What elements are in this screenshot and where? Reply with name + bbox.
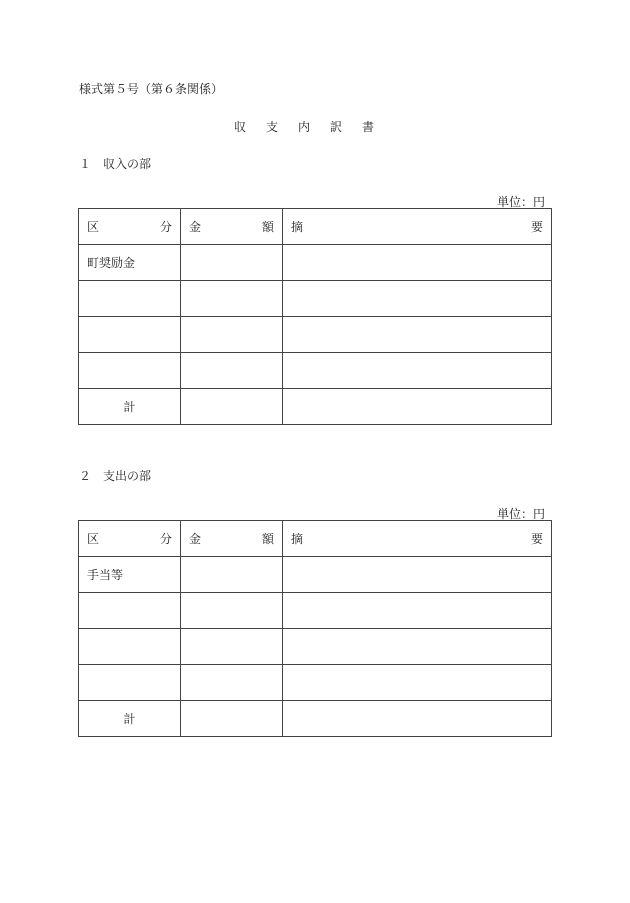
header-amount: 金 額 <box>181 209 283 245</box>
expense-total-remarks-cell[interactable] <box>283 701 552 737</box>
income-header-row <box>79 209 552 245</box>
income-total-amount-cell[interactable] <box>181 389 283 425</box>
table-row <box>79 629 552 665</box>
income-total-label: 計 <box>79 389 181 425</box>
expense-category-cell[interactable] <box>79 665 181 701</box>
expense-total-row <box>79 701 552 737</box>
income-remarks-cell[interactable] <box>283 245 552 281</box>
header-category: 区 分 <box>79 209 181 245</box>
expense-remarks-cell[interactable] <box>283 557 552 593</box>
income-remarks-cell[interactable] <box>283 317 552 353</box>
expense-heading: ２ 支出の部 <box>79 469 152 483</box>
income-remarks-cell[interactable] <box>283 281 552 317</box>
expense-category-cell[interactable] <box>79 629 181 665</box>
form-number: 様式第５号（第６条関係） <box>79 82 224 96</box>
income-category-cell[interactable] <box>79 317 181 353</box>
expense-remarks-cell[interactable] <box>283 629 552 665</box>
income-unit-label: 単位：円 <box>496 195 545 209</box>
income-amount-cell[interactable] <box>181 281 283 317</box>
expense-total-label: 計 <box>79 701 181 737</box>
expense-remarks-cell[interactable] <box>283 593 552 629</box>
header-remarks: 摘 要 <box>283 521 552 557</box>
expense-table <box>78 520 552 737</box>
header-remarks: 摘 要 <box>283 209 552 245</box>
document-title: 収支内訳書 <box>234 120 395 134</box>
expense-amount-cell[interactable] <box>181 557 283 593</box>
table-row <box>79 281 552 317</box>
expense-header-row <box>79 521 552 557</box>
table-row <box>79 557 552 593</box>
table-row <box>79 317 552 353</box>
expense-amount-cell[interactable] <box>181 665 283 701</box>
expense-category-cell[interactable]: 手当等 <box>79 557 181 593</box>
income-table <box>78 208 552 425</box>
expense-remarks-cell[interactable] <box>283 665 552 701</box>
expense-amount-cell[interactable] <box>181 629 283 665</box>
income-amount-cell[interactable] <box>181 245 283 281</box>
table-row <box>79 665 552 701</box>
expense-amount-cell[interactable] <box>181 593 283 629</box>
income-category-cell[interactable]: 町奨励金 <box>79 245 181 281</box>
income-heading: １ 収入の部 <box>79 157 152 171</box>
income-category-cell[interactable] <box>79 281 181 317</box>
income-amount-cell[interactable] <box>181 317 283 353</box>
income-category-cell[interactable] <box>79 353 181 389</box>
income-total-row <box>79 389 552 425</box>
table-row <box>79 353 552 389</box>
header-category: 区 分 <box>79 521 181 557</box>
expense-unit-label: 単位：円 <box>496 507 545 521</box>
header-amount: 金 額 <box>181 521 283 557</box>
table-row <box>79 245 552 281</box>
income-amount-cell[interactable] <box>181 353 283 389</box>
expense-total-amount-cell[interactable] <box>181 701 283 737</box>
income-total-remarks-cell[interactable] <box>283 389 552 425</box>
table-row <box>79 593 552 629</box>
income-remarks-cell[interactable] <box>283 353 552 389</box>
expense-category-cell[interactable] <box>79 593 181 629</box>
